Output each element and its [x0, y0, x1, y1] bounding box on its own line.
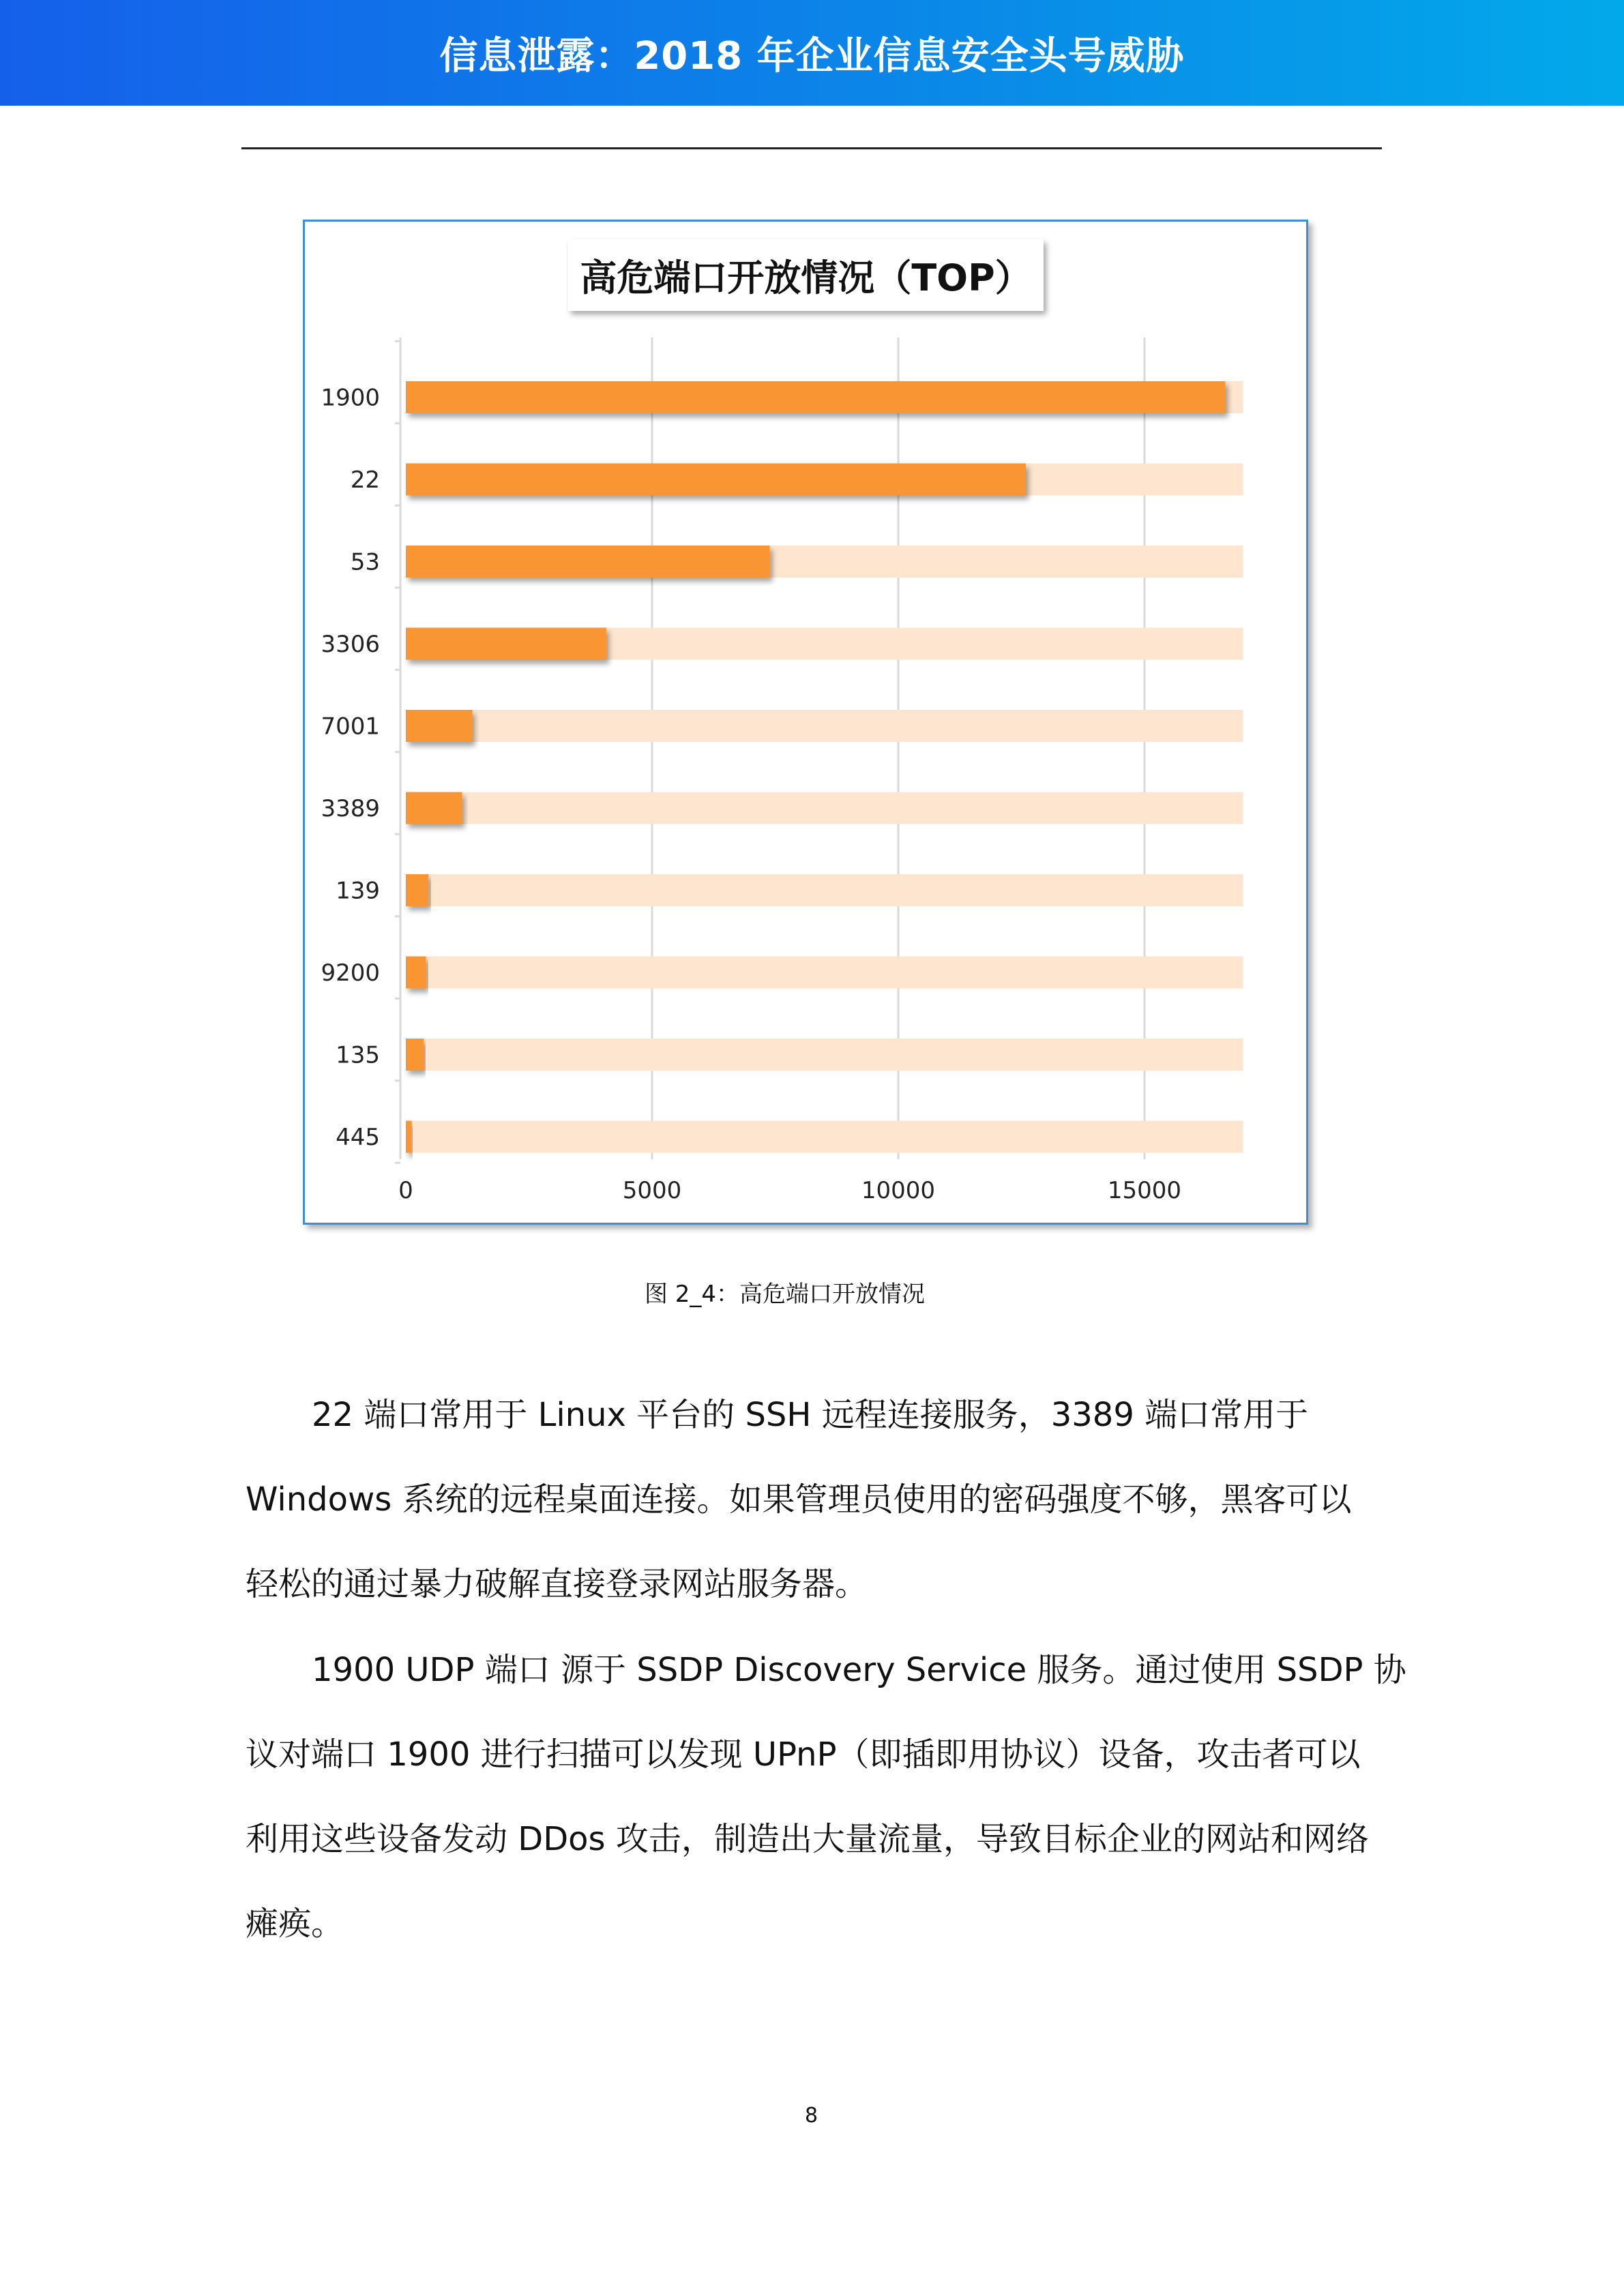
page-number: 8 [805, 2104, 818, 2128]
y-tick-label: 445 [336, 1124, 380, 1151]
y-tick-label: 3306 [321, 631, 380, 658]
x-tick-label: 15000 [1107, 1177, 1182, 1204]
y-tick-label: 3389 [321, 795, 380, 822]
bar-track [406, 710, 1243, 742]
figure-caption: 图 2_4：高危端口开放情况 [644, 1281, 926, 1308]
bar [406, 381, 1225, 413]
chart-container [303, 220, 1308, 1225]
y-tick-label: 22 [350, 466, 380, 494]
paragraph-line: 利用这些设备发动 DDos 攻击，制造出大量流量，导致目标企业的网站和网络 [246, 1820, 1369, 1858]
x-tick-label: 5000 [622, 1177, 682, 1204]
paragraph-line: Windows 系统的远程桌面连接。如果管理员使用的密码强度不够，黑客可以 [246, 1480, 1352, 1519]
bar [406, 1039, 424, 1071]
bar-track [406, 957, 1243, 989]
paragraph-line: 1900 UDP 端口 源于 SSDP Discovery Service 服务。通过使用 SSDP 协 [312, 1651, 1406, 1689]
paragraph-line: 轻松的通过暴力破解直接登录网站服务器。 [246, 1565, 868, 1603]
bar-track [406, 1121, 1243, 1153]
paragraph-line: 议对端口 1900 进行扫描可以发现 UPnP（即插即用协议）设备，攻击者可以 [246, 1735, 1361, 1774]
y-tick-label: 1900 [321, 384, 380, 412]
paragraph-line: 22 端口常用于 Linux 平台的 SSH 远程连接服务，3389 端口常用于 [312, 1396, 1309, 1434]
bar-track [406, 874, 1243, 906]
x-tick-label: 0 [398, 1177, 413, 1204]
bar [406, 1121, 412, 1153]
y-tick-label: 9200 [321, 959, 380, 987]
bar [406, 874, 428, 906]
bar [406, 792, 462, 824]
bar-track [406, 1039, 1243, 1071]
header-divider [241, 147, 1382, 149]
y-tick-label: 53 [350, 548, 380, 576]
y-tick-label: 139 [336, 877, 380, 905]
bar [406, 628, 606, 660]
bar-chart [305, 222, 1306, 1223]
bar-track [406, 792, 1243, 824]
bar [406, 546, 770, 578]
bar [406, 710, 472, 742]
y-tick-label: 7001 [321, 713, 380, 741]
y-tick-label: 135 [336, 1041, 380, 1069]
header-title: 信息泄露：2018 年企业信息安全头号威胁 [439, 33, 1185, 78]
bar [406, 464, 1026, 496]
bar [406, 957, 426, 989]
paragraph-line: 瘫痪。 [246, 1905, 344, 1943]
chart-title: 高危端口开放情况（TOP） [568, 239, 1044, 311]
page-header [0, 0, 1624, 106]
x-tick-label: 10000 [861, 1177, 936, 1204]
